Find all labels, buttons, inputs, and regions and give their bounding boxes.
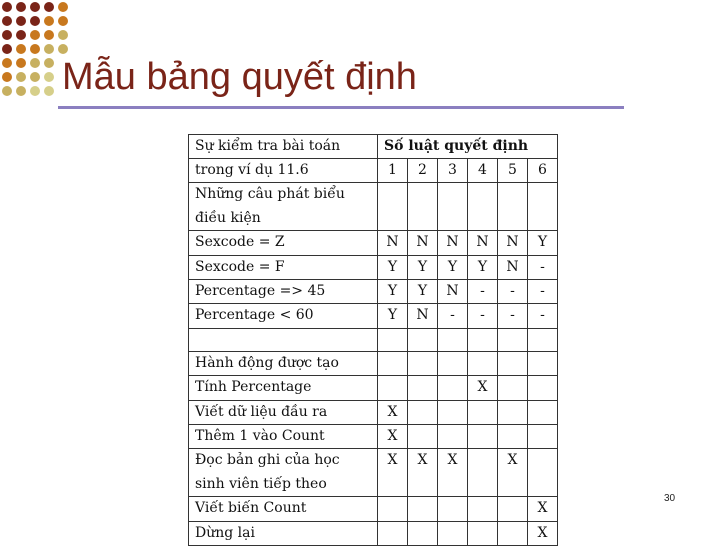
table-cell xyxy=(438,425,468,449)
action-label xyxy=(189,449,378,497)
table-cell: N xyxy=(408,231,438,255)
table-cell xyxy=(468,449,498,497)
condition-label: Percentage => 45 xyxy=(189,280,378,304)
table-cell xyxy=(408,183,438,231)
decorative-dot xyxy=(44,2,54,12)
decorative-dot xyxy=(58,44,68,54)
table-cell: X xyxy=(378,425,408,449)
table-cell xyxy=(468,425,498,449)
action-label: Viết biến Count xyxy=(189,497,378,521)
table-cell: N xyxy=(438,231,468,255)
decorative-dot xyxy=(44,58,54,68)
table-cell xyxy=(438,351,468,375)
table-cell xyxy=(498,351,528,375)
decorative-dot xyxy=(2,30,12,40)
table-cell xyxy=(528,351,558,375)
action-label: Viết dữ liệu đầu ra xyxy=(189,400,378,424)
decorative-dot xyxy=(16,30,26,40)
table-cell xyxy=(468,497,498,521)
header-left-cell xyxy=(189,135,378,159)
spacer-row xyxy=(189,328,558,351)
table-cell xyxy=(438,376,468,400)
table-cell: N xyxy=(498,255,528,279)
table-header-row xyxy=(189,135,558,159)
title-underline xyxy=(58,106,624,109)
conditions-header-row xyxy=(189,183,558,231)
decorative-dot xyxy=(16,44,26,54)
rule-number: 6 xyxy=(528,159,558,183)
table-cell: N xyxy=(498,231,528,255)
action-label: Dừng lại xyxy=(189,521,378,545)
table-cell xyxy=(408,376,438,400)
table-cell: X xyxy=(468,376,498,400)
table-cell xyxy=(438,400,468,424)
action-label-line1: Đọc bản ghi của học xyxy=(195,452,340,469)
table-cell: X xyxy=(528,497,558,521)
decorative-dot xyxy=(2,58,12,68)
table-cell xyxy=(378,351,408,375)
table-cell xyxy=(498,400,528,424)
table-cell: Y xyxy=(378,304,408,328)
header-left-line2: trong ví dụ 11.6 xyxy=(189,159,378,183)
table-cell xyxy=(498,521,528,545)
table-cell: Y xyxy=(408,280,438,304)
rule-number: 4 xyxy=(468,159,498,183)
table-cell: Y xyxy=(438,255,468,279)
decorative-dot xyxy=(30,58,40,68)
condition-row xyxy=(189,280,558,304)
table-cell xyxy=(498,497,528,521)
table-cell xyxy=(498,183,528,231)
decorative-dot xyxy=(44,44,54,54)
table-cell: - xyxy=(468,280,498,304)
page-number: 30 xyxy=(664,493,676,504)
table-cell xyxy=(468,351,498,375)
table-cell xyxy=(498,376,528,400)
table-cell: N xyxy=(408,304,438,328)
action-label: Tính Percentage xyxy=(189,376,378,400)
decorative-dot xyxy=(44,72,54,82)
action-row xyxy=(189,497,558,521)
table-cell: - xyxy=(438,304,468,328)
table-cell xyxy=(528,425,558,449)
decorative-dot xyxy=(2,72,12,82)
decorative-dot xyxy=(44,16,54,26)
table-cell xyxy=(528,449,558,497)
table-cell: Y xyxy=(378,280,408,304)
action-label: Thêm 1 vào Count xyxy=(189,425,378,449)
table-cell xyxy=(498,425,528,449)
table-cell: - xyxy=(468,304,498,328)
action-row xyxy=(189,376,558,400)
conditions-header xyxy=(189,183,378,231)
table-cell: Y xyxy=(528,231,558,255)
table-cell xyxy=(189,328,378,351)
table-cell: X xyxy=(408,449,438,497)
condition-label: Percentage < 60 xyxy=(189,304,378,328)
decorative-dot xyxy=(30,44,40,54)
condition-row xyxy=(189,231,558,255)
decorative-dot xyxy=(16,58,26,68)
conditions-header-line1: Những câu phát biểu xyxy=(195,186,345,203)
table-cell xyxy=(408,400,438,424)
decorative-dot xyxy=(2,44,12,54)
table-cell: X xyxy=(438,449,468,497)
rule-number: 5 xyxy=(498,159,528,183)
table-cell: X xyxy=(378,449,408,497)
condition-label: Sexcode = Z xyxy=(189,231,378,255)
decorative-dot xyxy=(16,16,26,26)
table-cell xyxy=(378,497,408,521)
header-right-cell: Số luật quyết định xyxy=(378,135,558,159)
decorative-dot xyxy=(44,86,54,96)
condition-row xyxy=(189,304,558,328)
decorative-dot xyxy=(30,2,40,12)
decorative-dot xyxy=(2,2,12,12)
table-cell xyxy=(468,400,498,424)
table-cell xyxy=(528,183,558,231)
table-cell xyxy=(408,425,438,449)
decorative-dot xyxy=(58,2,68,12)
decision-table xyxy=(188,134,558,546)
table-cell xyxy=(408,521,438,545)
decorative-dot xyxy=(2,86,12,96)
table-cell xyxy=(528,400,558,424)
rule-number: 3 xyxy=(438,159,468,183)
table-cell xyxy=(378,376,408,400)
table-cell xyxy=(468,521,498,545)
table-cell xyxy=(438,183,468,231)
table-cell xyxy=(438,497,468,521)
decorative-dot xyxy=(2,16,12,26)
actions-header-row xyxy=(189,351,558,375)
table-cell: - xyxy=(498,280,528,304)
slide-title: Mẫu bảng quyết định xyxy=(62,56,417,98)
actions-header: Hành động được tạo xyxy=(189,351,378,375)
table-cell xyxy=(438,328,468,351)
action-row xyxy=(189,400,558,424)
action-row xyxy=(189,425,558,449)
action-row xyxy=(189,449,558,497)
decorative-dot xyxy=(30,72,40,82)
table-cell xyxy=(408,351,438,375)
table-cell: N xyxy=(438,280,468,304)
table-cell: - xyxy=(528,304,558,328)
table-cell: - xyxy=(528,255,558,279)
table-cell: Y xyxy=(378,255,408,279)
table-cell: - xyxy=(498,304,528,328)
rule-number: 1 xyxy=(378,159,408,183)
decorative-dot xyxy=(30,16,40,26)
table-cell: X xyxy=(528,521,558,545)
table-cell xyxy=(408,328,438,351)
table-cell xyxy=(378,521,408,545)
conditions-header-line2: điều kiện xyxy=(195,209,261,226)
decorative-dot xyxy=(30,86,40,96)
decorative-dot xyxy=(58,30,68,40)
table-cell: Y xyxy=(408,255,438,279)
action-row xyxy=(189,521,558,545)
table-cell xyxy=(408,497,438,521)
decorative-dot xyxy=(16,2,26,12)
condition-label: Sexcode = F xyxy=(189,255,378,279)
table-cell xyxy=(438,521,468,545)
table-cell xyxy=(468,328,498,351)
table-cell xyxy=(528,328,558,351)
rule-number-row xyxy=(189,159,558,183)
table-cell xyxy=(468,183,498,231)
table-cell xyxy=(378,328,408,351)
condition-row xyxy=(189,255,558,279)
decorative-dot xyxy=(44,30,54,40)
decorative-dot xyxy=(16,86,26,96)
decorative-dot xyxy=(58,16,68,26)
table-cell xyxy=(498,328,528,351)
decorative-dot xyxy=(16,72,26,82)
table-cell: Y xyxy=(468,255,498,279)
decorative-dot xyxy=(30,30,40,40)
rule-number: 2 xyxy=(408,159,438,183)
table-cell: N xyxy=(378,231,408,255)
table-cell xyxy=(528,376,558,400)
table-cell xyxy=(378,183,408,231)
table-cell: X xyxy=(378,400,408,424)
table-cell: - xyxy=(528,280,558,304)
action-label-line2: sinh viên tiếp theo xyxy=(195,475,327,492)
header-left-line1: Sự kiểm tra bài toán xyxy=(195,138,341,154)
table-cell: X xyxy=(498,449,528,497)
table-cell: N xyxy=(468,231,498,255)
